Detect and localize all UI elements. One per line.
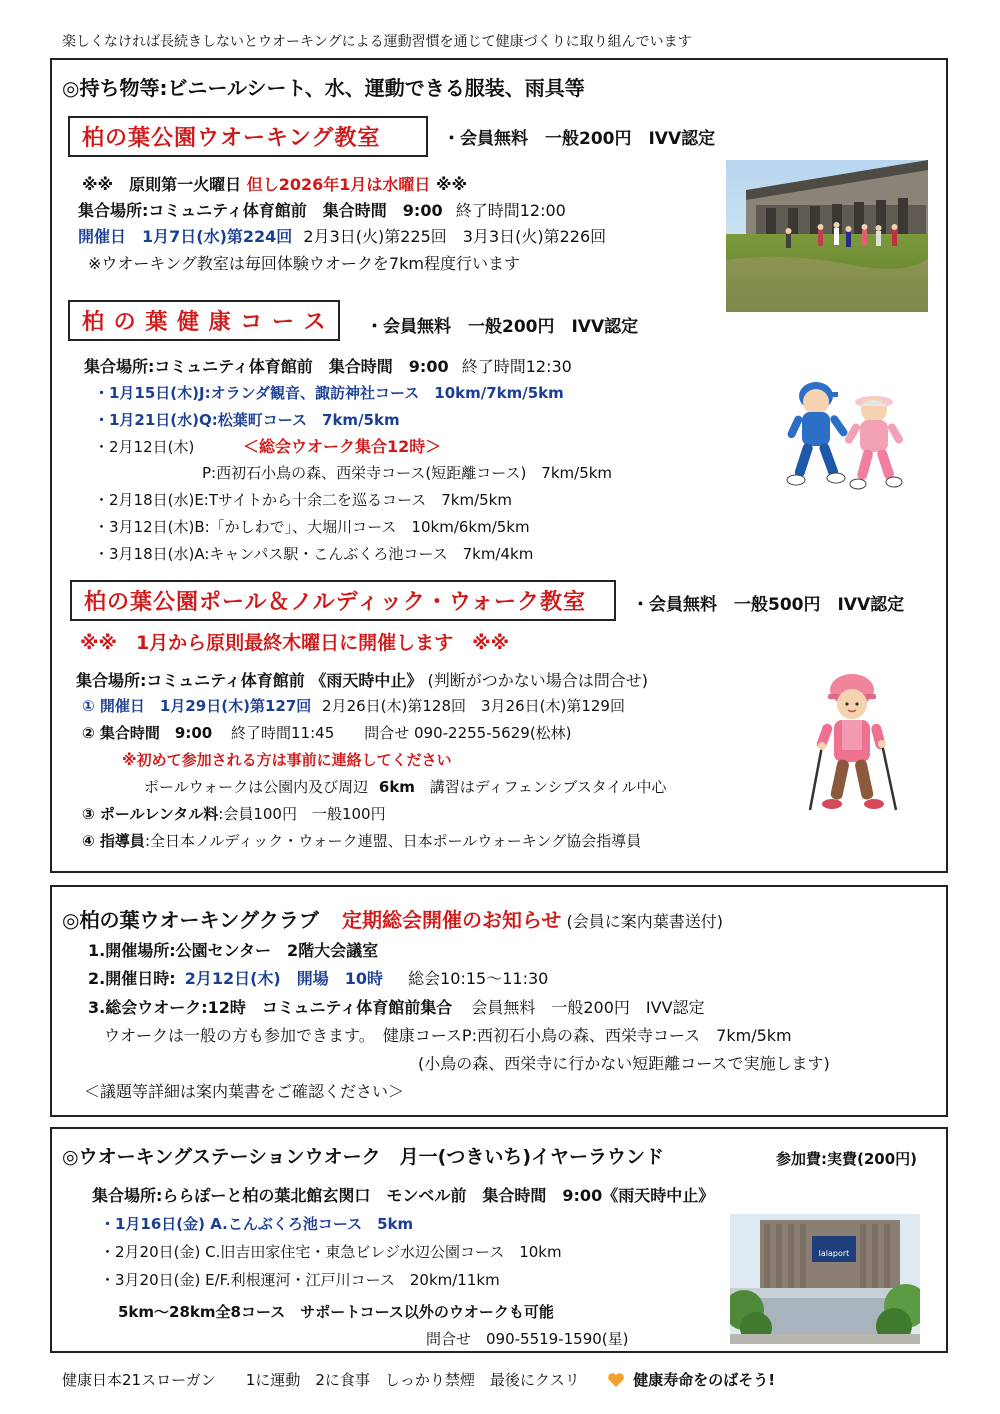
- meeting-walk: 3.総会ウオーク:12時 コミュニティ体育館前集合 会員無料 一般200円 IVV認定: [88, 998, 705, 1017]
- station-walk-fee: 参加費:実費(200円): [776, 1150, 918, 1168]
- lalaport-photo: [730, 1214, 920, 1344]
- meeting-venue: 1.開催場所:公園センター 2階大会議室: [88, 941, 379, 960]
- station-walk-item: ・2月20日(金) C.旧吉田家住宅・東急ビレジ水辺公園コース 10km: [100, 1243, 562, 1261]
- meeting-datetime: 2.開催日時: 2月12日(木) 開場 10時 総会10:15～11:30: [88, 969, 549, 988]
- header-tagline: 楽しくなければ長続きしないとウオーキングによる運動習慣を通じて健康づくりに取り組んでいます: [62, 34, 692, 50]
- park-class-rule: ※※ 原則第一火曜日 但し2026年1月は水曜日 ※※: [82, 175, 468, 194]
- station-walk-contact: 問合せ 090-5519-1590(星): [426, 1330, 629, 1348]
- first-time-note: ※初めて参加される方は事前に連絡してください: [122, 751, 452, 769]
- station-walk-item: ・3月20日(金) E/F.利根運河・江戸川コース 20km/11km: [100, 1271, 500, 1289]
- general-meeting-heading: ◎柏の葉ウオーキングクラブ 定期総会開催のお知らせ (会員に案内葉書送付): [62, 908, 723, 932]
- walking-couple-illustration: [776, 372, 916, 496]
- park-class-meeting: 集合場所:コミュニティ体育館前 集合時間 9:00 終了時間12:00: [78, 201, 566, 220]
- nordic-dates: ① 開催日 1月29日(木)第127回 2月26日(木)第128回 3月26日(木)第129回: [82, 697, 625, 715]
- lalaport-sign: lalaport: [818, 1249, 850, 1258]
- footer-slogan: 健康日本21スローガン 1に運動 2に食事 しっかり禁煙 最後にクスリ 健康寿命をのばそう!: [62, 1371, 776, 1389]
- park-class-note: ※ウオーキング教室は毎回体験ウオークを7km程度行います: [88, 254, 520, 273]
- nordic-class-fee: ・会員無料 一般500円 IVV認定: [632, 595, 905, 615]
- health-course-meeting: 集合場所:コミュニティ体育館前 集合時間 9:00 終了時間12:30: [84, 357, 572, 376]
- health-course-item: P:西初石小鳥の森、西栄寺コース(短距離コース) 7km/5km: [202, 464, 613, 482]
- heart-icon: [607, 1372, 625, 1388]
- park-class-title: 柏の葉公園ウオーキング教室: [68, 116, 428, 157]
- park-photo: [726, 160, 928, 312]
- health-course-item: ・3月12日(木)B:「かしわで」、大堀川コース 10km/6km/5km: [94, 518, 530, 536]
- health-course-title: 柏 の 葉 健 康 コ ー ス: [68, 300, 340, 341]
- health-course-item: ・2月18日(水)E:Tサイトから十余二を巡るコース 7km/5km: [94, 491, 512, 509]
- health-course-item: ・3月18日(水)A:キャンパス駅・こんぶくろ池コース 7km/4km: [94, 545, 534, 563]
- park-class-dates: 開催日 1月7日(水)第224回 2月3日(火)第225回 3月3日(火)第226回: [78, 227, 607, 246]
- belongings-line: ◎持ち物等:ビニールシート、水、運動できる服装、雨具等: [62, 76, 585, 100]
- instructors: ④ 指導員:全日本ノルディック・ウォーク連盟、日本ポールウォーキング協会指導員: [82, 832, 642, 850]
- health-course-item: ・2月12日(木): [94, 438, 195, 456]
- pole-walk-note: ポールウォークは公園内及び周辺 6km 講習はディフェンシブスタイル中心: [144, 778, 667, 796]
- park-class-fee: ・会員無料 一般200円 IVV認定: [443, 129, 716, 149]
- meeting-walk-short-note: (小鳥の森、西栄寺に行かない短距離コースで実施します): [418, 1054, 830, 1073]
- nordic-time: ② 集合時間 9:00 終了時間11:45 問合せ 090-2255-5629(松林): [82, 724, 572, 742]
- nordic-walker-illustration: [800, 670, 910, 816]
- general-meeting-note: ＜総会ウオーク集合12時＞: [243, 437, 442, 456]
- pole-rental: ③ ポールレンタル料:会員100円 一般100円: [82, 805, 386, 823]
- station-walk-item: ・1月16日(金) A.こんぶくろ池コース 5km: [100, 1215, 414, 1233]
- health-course-fee: ・会員無料 一般200円 IVV認定: [366, 317, 639, 337]
- meeting-details-note: ＜議題等詳細は案内葉書をご確認ください＞: [84, 1082, 405, 1101]
- station-walk-summary: 5km～28km全8コース サポートコース以外のウオークも可能: [118, 1303, 554, 1321]
- station-walk-title: ◎ウオーキングステーションウオーク 月一(つきいち)イヤーラウンド: [62, 1146, 665, 1168]
- station-walk-meeting: 集合場所:ららぽーと柏の葉北館玄関口 モンベル前 集合時間 9:00《雨天時中止》: [92, 1186, 715, 1205]
- nordic-meeting: 集合場所:コミュニティ体育館前 《雨天時中止》 (判断がつかない場合は問合せ): [76, 671, 648, 690]
- nordic-class-title: 柏の葉公園ポール＆ノルディック・ウォーク教室: [70, 580, 616, 621]
- nordic-notice: ※※ 1月から原則最終木曜日に開催します ※※: [80, 632, 510, 654]
- health-course-item: ・1月15日(木)J:オランダ観音、諏訪神社コース 10km/7km/5km: [94, 384, 564, 402]
- meeting-walk-note: ウオークは一般の方も参加できます。 健康コースP:西初石小鳥の森、西栄寺コース 7km/5km: [104, 1026, 792, 1045]
- health-course-item: ・1月21日(水)Q:松葉町コース 7km/5km: [94, 411, 400, 429]
